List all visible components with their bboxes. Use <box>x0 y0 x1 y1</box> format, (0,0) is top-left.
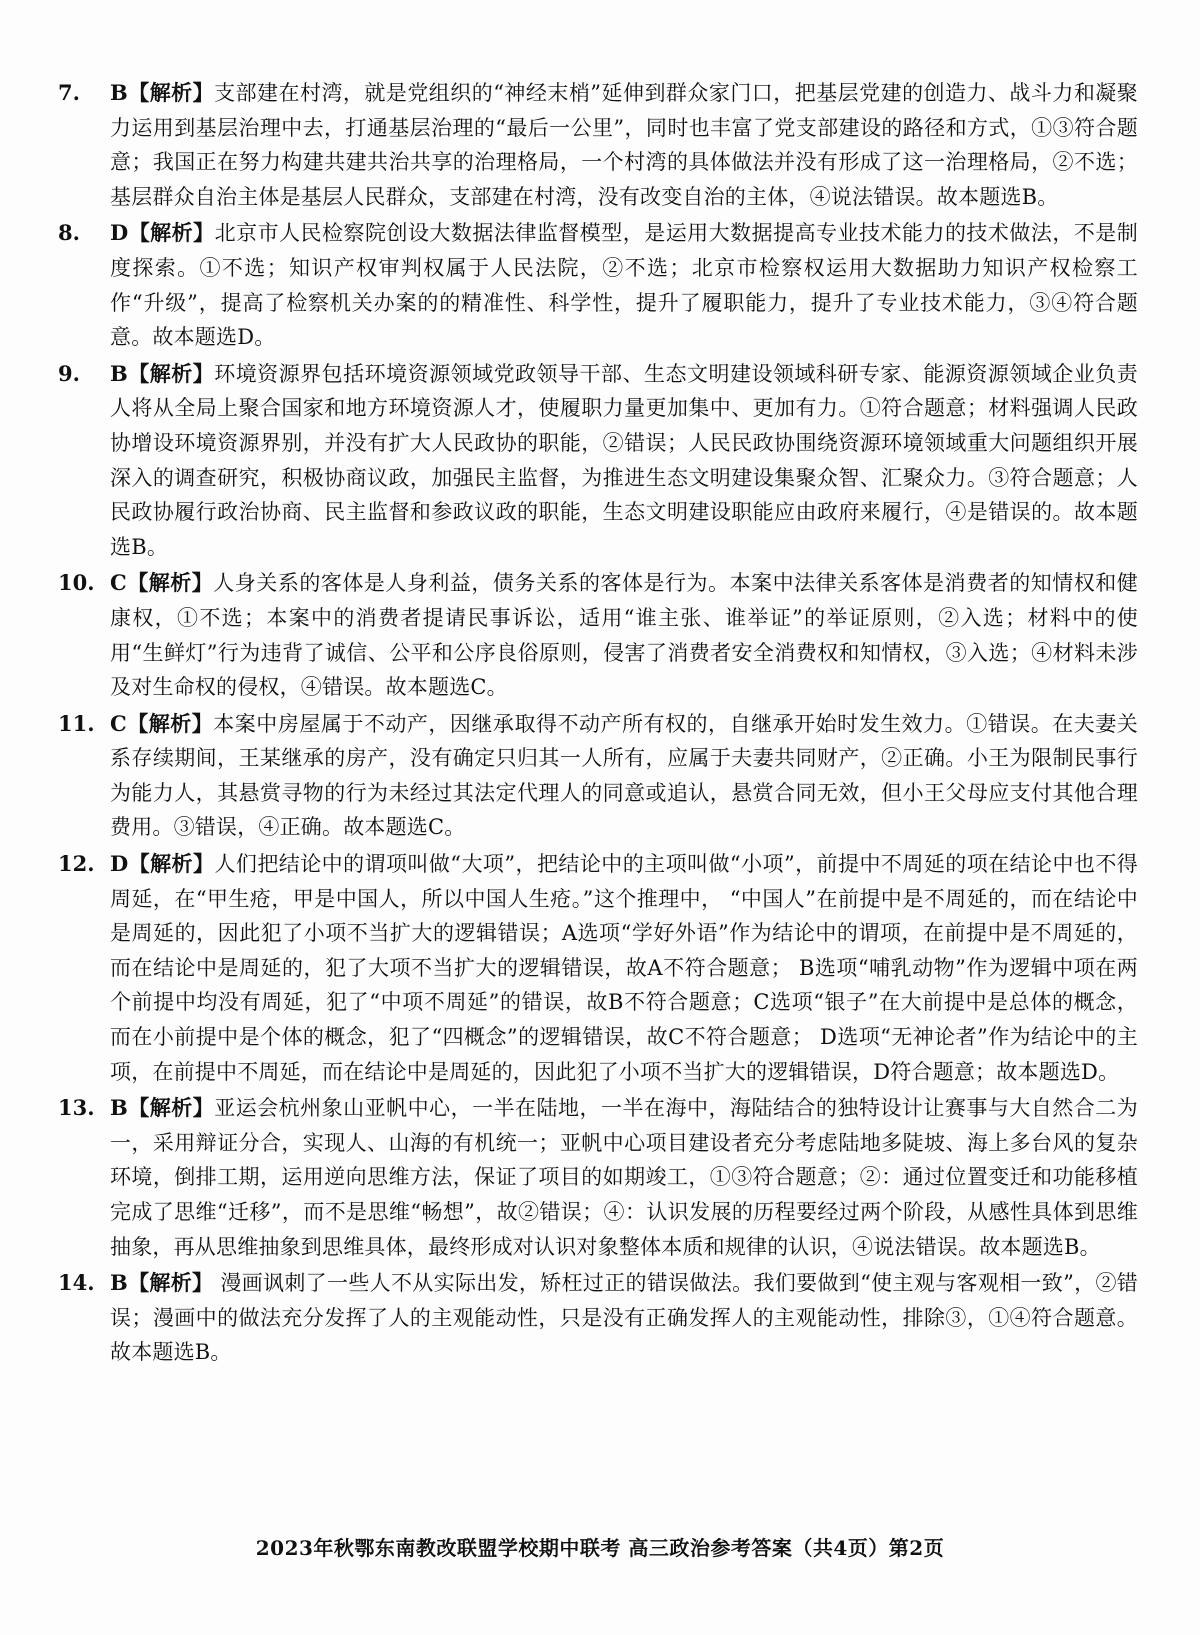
answer-choice: D <box>110 851 129 877</box>
answer-explanation <box>110 1091 1138 1264</box>
analysis-text: 人们把结论中的谓项叫做“大项”，把结论中的主项叫做“小项”，前提中不周延的项在结论中也不得周延，在“甲生疮，甲是中国人，所以中国人生疮。”这个推理中， “中国人”在前提中是不周延的，而在结论中是周延的，因此犯了小项不当扩大的逻辑错误；A选项“学好外语”作为结论中的谓项，在前提中是不周延的，而在结论中是周延的，犯了大项不当扩大的逻辑错误，故A不符合题意； B选项“哺乳动物”作为逻辑中项在两个前提中均没有周延，犯了“中项不周延”的错误，故B不符合题意；C选项“银子”在大前提中是总体的概念，而在小前提中是个体的概念，犯了“四概念”的逻辑错误，故C不符合题意； D选项“无神论者”作为结论中的主项，在前提中不周延，而在结论中是周延的，因此犯了小项不当扩大的逻辑错误，D符合题意；故本题选D。 <box>110 852 1138 1084</box>
question-number: 10. <box>58 570 95 596</box>
answer-item-12 <box>58 847 1138 1089</box>
answer-explanation <box>110 566 1138 704</box>
analysis-tag: 【解析】 <box>128 220 215 246</box>
answer-choice: B <box>110 1270 128 1296</box>
analysis-tag: 【解析】 <box>127 1270 214 1296</box>
analysis-tag: 【解析】 <box>127 360 215 386</box>
answer-explanation <box>110 357 1138 565</box>
answer-explanation <box>110 216 1138 354</box>
analysis-text: 环境资源界包括环境资源领域党政领导干部、生态文明建设领域科研专家、能源资源领域企业负责人将从全局上聚合国家和地方环境资源人才，使履职力量更加集中、更加有力。①符合题意；材料强调人民政协增设环境资源界别，并没有扩大人民政协的职能，②错误；人民民政协围绕资源环境领域重大问题组织开展深入的调查研究，积极协商议政，加强民主监督，为推进生态文明建设集聚众智、汇聚众力。③符合题意；人民政协履行政治协商、民主监督和参政议政的职能，生态文明建设职能应由政府来履行，④是错误的。故本题选B。 <box>110 361 1138 559</box>
analysis-text: 北京市人民检察院创设大数据法律监督模型，是运用大数据提高专业技术能力的技术做法，不是制度探索。①不选；知识产权审判权属于人民法院，②不选；北京市检察权运用大数据助力知识产权检察工作“升级”，提高了检察机关办案的的精准性、科学性，提升了履职能力，提升了专业技术能力，③④符合题意。故本题选D。 <box>110 221 1138 350</box>
question-number: 8. <box>58 220 80 246</box>
answer-item-7 <box>58 76 1138 214</box>
analysis-tag: 【解析】 <box>126 570 214 596</box>
answer-item-11 <box>58 707 1138 845</box>
answer-item-14 <box>58 1266 1138 1370</box>
answer-item-13 <box>58 1091 1138 1264</box>
answer-explanation <box>110 76 1138 214</box>
answer-choice: B <box>110 1095 128 1121</box>
question-number: 13. <box>58 1095 95 1121</box>
question-number: 9. <box>58 360 80 386</box>
analysis-tag: 【解析】 <box>126 710 214 736</box>
analysis-text: 支部建在村湾，就是党组织的“神经末梢”延伸到群众家门口，把基层党建的创造力、战斗力和凝聚力运用到基层治理中去，打通基层治理的“最后一公里”，同时也丰富了党支部建设的路径和方式，①③符合题意；我国正在努力构建共建共治共享的治理格局，一个村湾的具体做法并没有形成了这一治理格局，②不选；基层群众自治主体是基层人民群众，支部建在村湾，没有改变自治的主体，④说法错误。故本题选B。 <box>110 81 1138 209</box>
analysis-text: 亚运会杭州象山亚帆中心，一半在陆地，一半在海中，海陆结合的独特设计让赛事与大自然合二为一，采用辩证分合，实现人、山海的有机统一；亚帆中心项目建设者充分考虑陆地多陡坡、海上多台风的复杂环境，倒排工期，运用逆向思维方法，保证了项目的如期竣工，①③符合题意；②：通过位置变迁和功能移植完成了思维“迁移”，而不是思维“畅想”，故②错误；④：认识发展的历程要经过两个阶段，从感性具体到思维抽象，再从思维抽象到思维具体，最终形成对认识对象整体本质和规律的认识，④说法错误。故本题选B。 <box>110 1096 1138 1259</box>
analysis-text: 漫画讽刺了一些人不从实际出发，矫枉过正的错误做法。我们要做到“使主观与客观相一致”，②错误；漫画中的做法充分发挥了人的主观能动性，只是没有正确发挥人的主观能动性，排除③，①④符合题意。故本题选B。 <box>110 1271 1138 1365</box>
answer-explanation <box>110 1266 1138 1370</box>
answer-choice: B <box>110 360 128 386</box>
answer-item-8 <box>58 216 1138 354</box>
question-number: 14. <box>58 1270 95 1296</box>
answer-choice: B <box>110 80 128 105</box>
answer-list <box>58 76 1138 1372</box>
answer-choice: D <box>110 220 129 246</box>
question-number: 7. <box>58 80 80 105</box>
answer-item-10 <box>58 566 1138 704</box>
question-number: 12. <box>58 851 95 877</box>
answer-choice: C <box>110 710 127 736</box>
page-footer: 2023年秋鄂东南教改联盟学校期中联考 高三政治参考答案（共4页）第2页 <box>255 1536 945 1560</box>
analysis-tag: 【解析】 <box>127 80 215 105</box>
analysis-tag: 【解析】 <box>128 851 215 877</box>
analysis-text: 本案中房屋属于不动产，因继承取得不动产所有权的，自继承开始时发生效力。①错误。在夫妻关系存续期间，王某继承的房产，没有确定只归其一人所有，应属于夫妻共同财产，②正确。小王为限制民事行为能力人，其悬赏寻物的行为未经过其法定代理人的同意或追认，悬赏合同无效，但小王父母应支付其他合理费用。③错误，④正确。故本题选C。 <box>110 711 1138 840</box>
answer-explanation <box>110 847 1138 1089</box>
analysis-tag: 【解析】 <box>127 1095 215 1121</box>
analysis-text: 人身关系的客体是人身利益，债务关系的客体是行为。本案中法律关系客体是消费者的知情权和健康权，①不选；本案中的消费者提请民事诉讼，适用“谁主张、谁举证”的举证原则，②入选；材料中的使用“生鲜灯”行为违背了诚信、公平和公序良俗原则，侵害了消费者安全消费权和知情权，③入选；④材料未涉及对生命权的侵权，④错误。故本题选C。 <box>110 571 1138 700</box>
answer-explanation <box>110 707 1138 845</box>
question-number: 11. <box>58 710 95 736</box>
answer-choice: C <box>110 570 127 596</box>
answer-item-9 <box>58 357 1138 565</box>
